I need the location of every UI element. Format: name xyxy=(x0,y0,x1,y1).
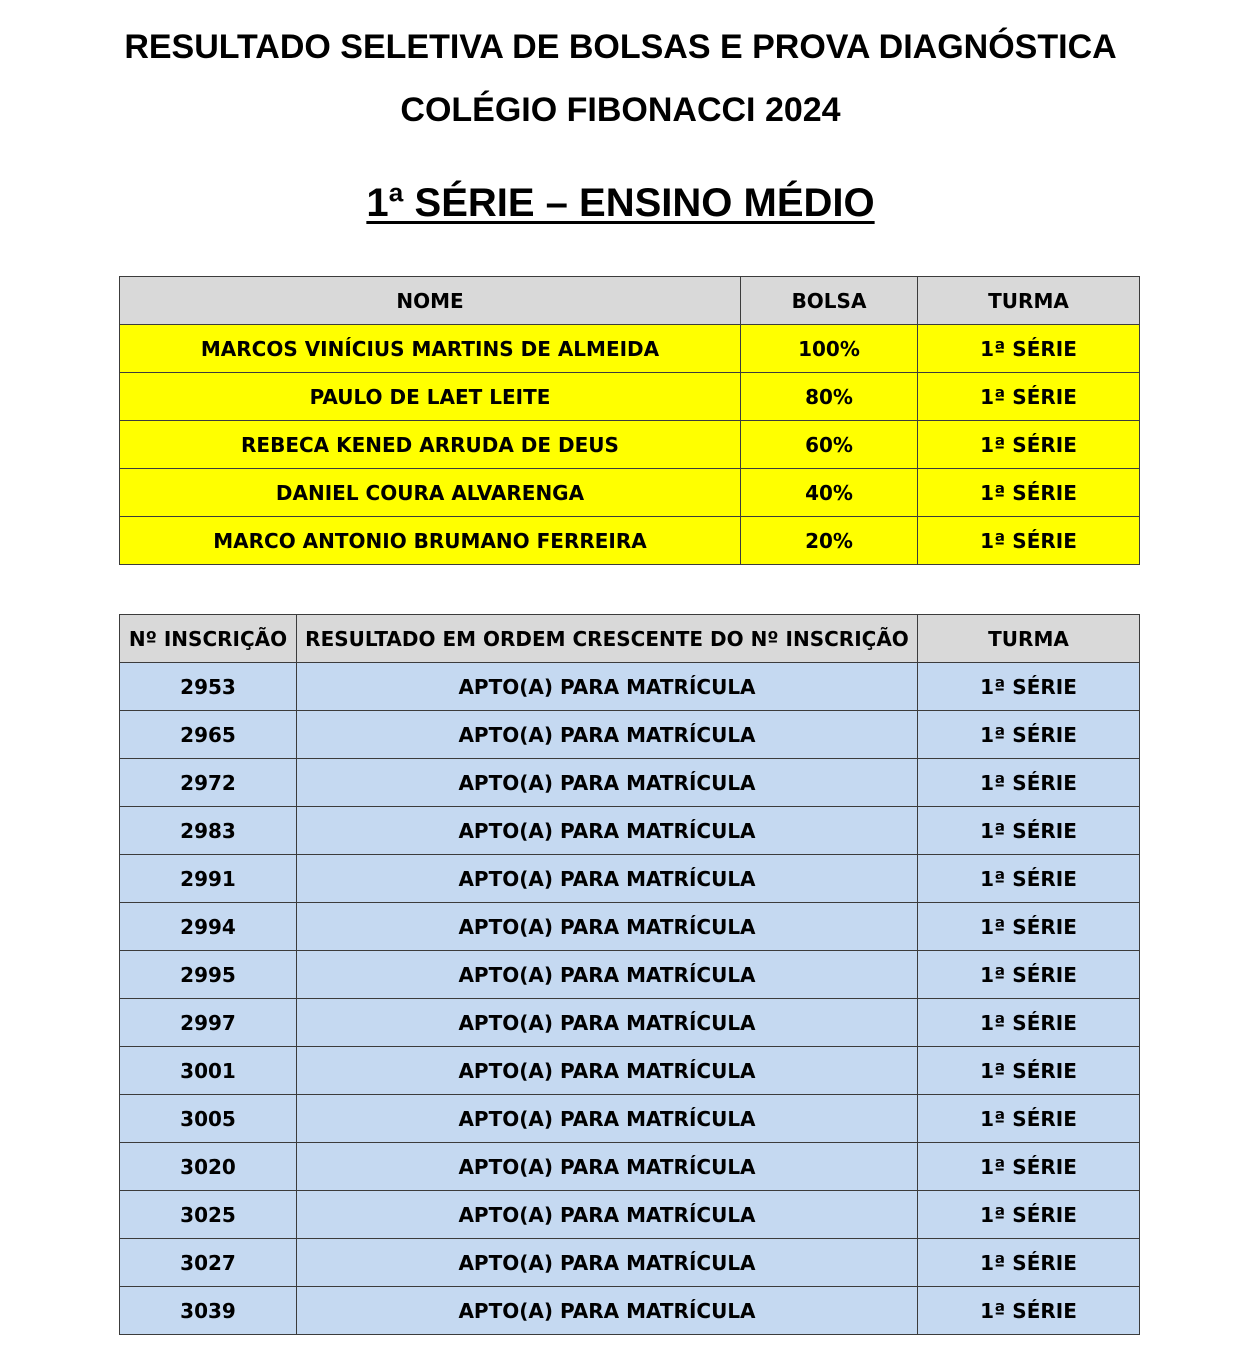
table-row xyxy=(120,1047,1140,1095)
table-row xyxy=(120,421,1140,469)
cell-resultado: APTO(A) PARA MATRÍCULA xyxy=(297,663,918,711)
cell-inscricao: 2994 xyxy=(120,903,297,951)
cell-turma: 1ª SÉRIE xyxy=(918,1239,1140,1287)
subtitle-text: 1ª SÉRIE – ENSINO MÉDIO xyxy=(366,181,875,225)
table-row xyxy=(120,951,1140,999)
cell-turma: 1ª SÉRIE xyxy=(918,469,1140,517)
table-row xyxy=(120,517,1140,565)
cell-inscricao: 2997 xyxy=(120,999,297,1047)
table-row xyxy=(120,1095,1140,1143)
cell-resultado: APTO(A) PARA MATRÍCULA xyxy=(297,951,918,999)
cell-inscricao: 3001 xyxy=(120,1047,297,1095)
cell-turma: 1ª SÉRIE xyxy=(918,759,1140,807)
table-row xyxy=(120,1239,1140,1287)
cell-bolsa: 40% xyxy=(741,469,918,517)
table-row xyxy=(120,711,1140,759)
cell-inscricao: 2995 xyxy=(120,951,297,999)
table-row xyxy=(120,663,1140,711)
table-row xyxy=(120,855,1140,903)
cell-resultado: APTO(A) PARA MATRÍCULA xyxy=(297,1287,918,1335)
table-row xyxy=(120,469,1140,517)
cell-resultado: APTO(A) PARA MATRÍCULA xyxy=(297,855,918,903)
cell-turma: 1ª SÉRIE xyxy=(918,325,1140,373)
cell-turma: 1ª SÉRIE xyxy=(918,1095,1140,1143)
cell-nome: PAULO DE LAET LEITE xyxy=(120,373,741,421)
cell-turma: 1ª SÉRIE xyxy=(918,807,1140,855)
header-bolsa: BOLSA xyxy=(741,277,918,325)
cell-turma: 1ª SÉRIE xyxy=(918,999,1140,1047)
scholarship-table xyxy=(119,276,1140,565)
cell-inscricao: 2965 xyxy=(120,711,297,759)
cell-resultado: APTO(A) PARA MATRÍCULA xyxy=(297,903,918,951)
cell-turma: 1ª SÉRIE xyxy=(918,1287,1140,1335)
table-row xyxy=(120,373,1140,421)
table-header-row xyxy=(120,615,1140,663)
cell-turma: 1ª SÉRIE xyxy=(918,951,1140,999)
header-resultado: RESULTADO EM ORDEM CRESCENTE DO Nº INSCRIÇÃO xyxy=(297,615,918,663)
cell-turma: 1ª SÉRIE xyxy=(918,373,1140,421)
table-row xyxy=(120,1287,1140,1335)
cell-nome: MARCOS VINÍCIUS MARTINS DE ALMEIDA xyxy=(120,325,741,373)
cell-turma: 1ª SÉRIE xyxy=(918,1191,1140,1239)
cell-turma: 1ª SÉRIE xyxy=(918,1047,1140,1095)
table-row xyxy=(120,1143,1140,1191)
cell-turma: 1ª SÉRIE xyxy=(918,855,1140,903)
header-turma: TURMA xyxy=(918,277,1140,325)
cell-resultado: APTO(A) PARA MATRÍCULA xyxy=(297,1047,918,1095)
cell-turma: 1ª SÉRIE xyxy=(918,421,1140,469)
cell-nome: MARCO ANTONIO BRUMANO FERREIRA xyxy=(120,517,741,565)
cell-resultado: APTO(A) PARA MATRÍCULA xyxy=(297,759,918,807)
cell-resultado: APTO(A) PARA MATRÍCULA xyxy=(297,1239,918,1287)
cell-resultado: APTO(A) PARA MATRÍCULA xyxy=(297,1095,918,1143)
cell-inscricao: 3039 xyxy=(120,1287,297,1335)
results-table xyxy=(119,614,1140,1335)
table-row xyxy=(120,903,1140,951)
cell-resultado: APTO(A) PARA MATRÍCULA xyxy=(297,711,918,759)
table-header-row xyxy=(120,277,1140,325)
cell-turma: 1ª SÉRIE xyxy=(918,903,1140,951)
table-row xyxy=(120,807,1140,855)
cell-nome: REBECA KENED ARRUDA DE DEUS xyxy=(120,421,741,469)
cell-inscricao: 2983 xyxy=(120,807,297,855)
document-title-line2: COLÉGIO FIBONACCI 2024 xyxy=(400,91,841,129)
header-turma: TURMA xyxy=(918,615,1140,663)
cell-resultado: APTO(A) PARA MATRÍCULA xyxy=(297,807,918,855)
document-title-line1: RESULTADO SELETIVA DE BOLSAS E PROVA DIAGNÓSTICA xyxy=(124,28,1117,66)
cell-turma: 1ª SÉRIE xyxy=(918,711,1140,759)
cell-turma: 1ª SÉRIE xyxy=(918,517,1140,565)
cell-inscricao: 3027 xyxy=(120,1239,297,1287)
cell-resultado: APTO(A) PARA MATRÍCULA xyxy=(297,1191,918,1239)
table-row xyxy=(120,999,1140,1047)
header-nome: NOME xyxy=(120,277,741,325)
cell-nome: DANIEL COURA ALVARENGA xyxy=(120,469,741,517)
header-inscricao: Nº INSCRIÇÃO xyxy=(120,615,297,663)
cell-resultado: APTO(A) PARA MATRÍCULA xyxy=(297,1143,918,1191)
cell-inscricao: 2953 xyxy=(120,663,297,711)
cell-inscricao: 3020 xyxy=(120,1143,297,1191)
cell-resultado: APTO(A) PARA MATRÍCULA xyxy=(297,999,918,1047)
table-row xyxy=(120,1191,1140,1239)
table-row xyxy=(120,325,1140,373)
cell-bolsa: 20% xyxy=(741,517,918,565)
cell-turma: 1ª SÉRIE xyxy=(918,663,1140,711)
cell-inscricao: 3025 xyxy=(120,1191,297,1239)
cell-bolsa: 60% xyxy=(741,421,918,469)
cell-turma: 1ª SÉRIE xyxy=(918,1143,1140,1191)
cell-inscricao: 2972 xyxy=(120,759,297,807)
cell-inscricao: 2991 xyxy=(120,855,297,903)
cell-bolsa: 80% xyxy=(741,373,918,421)
cell-inscricao: 3005 xyxy=(120,1095,297,1143)
table-row xyxy=(120,759,1140,807)
document-subtitle xyxy=(0,180,1241,226)
cell-bolsa: 100% xyxy=(741,325,918,373)
